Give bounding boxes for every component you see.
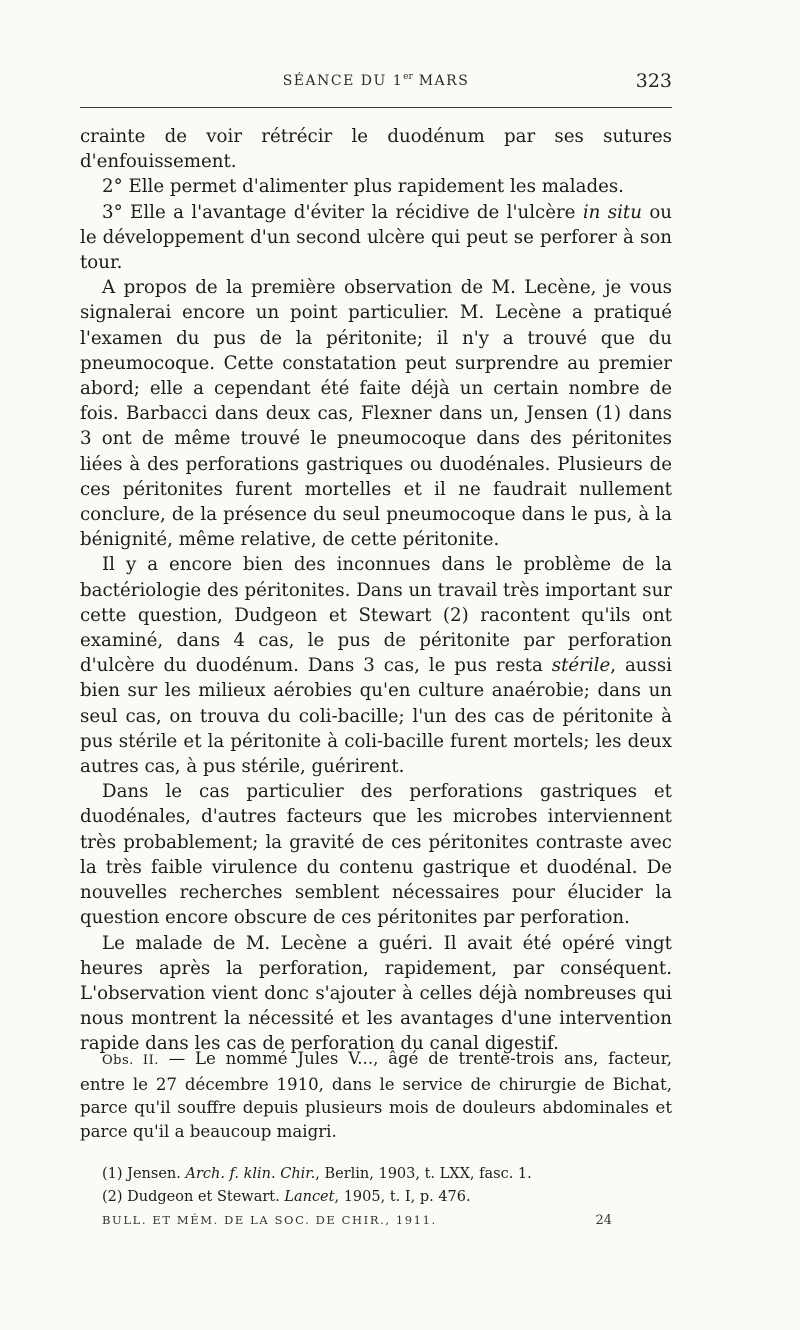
signature-line — [80, 1213, 672, 1233]
footnote-2-text-a: (2) Dudgeon et Stewart. — [102, 1189, 285, 1205]
observation-text: — Le nommé Jules V..., âgé de trente-trois ans, facteur, entre le 27 décembre 1910, dans le service de chirurgie de Bichat, parce qu'il souffre depuis plusieurs mois de douleurs abdominales et parce qu'il a beaucoup maigri. — [80, 1049, 672, 1141]
footnote-1-italic: Arch. f. klin. Chir. — [185, 1166, 316, 1182]
paragraph-6: Dans le cas particulier des perforations gastriques et duodénales, d'autres facteurs que les microbes interviennent très probablement; la gravité de ces péritonites contraste avec la très faible virulence du contenu gastrique et duodénal. De nouvelles recherches semblent nécessaires pour élucider la question encore obscure de ces péritonites par perforation. — [80, 781, 672, 929]
signature-number: 24 — [595, 1213, 612, 1228]
footnotes — [80, 1163, 672, 1209]
paragraph-5-text-a: Il y a encore bien des inconnues dans le problème de la bactériologie des péritonites. Dans un travail très important sur cette question, Dudgeon et Stewart (2) racontent qu'ils ont examiné, dans 4 cas, le pus de péritonite par perforation d'ulcère du duodénum. Dans 3 cas, le pus resta — [80, 554, 672, 677]
observation-label: Obs. II. — [102, 1053, 159, 1068]
paragraph-1: crainte de voir rétrécir le duodénum par ses sutures d'enfouissement. — [80, 126, 672, 173]
paragraph-3-italic: in situ — [582, 201, 642, 223]
footnote-1-text-a: (1) Jensen. — [102, 1166, 186, 1182]
paragraph-3-text-a: 3° Elle a l'avantage d'éviter la récidive de l'ulcère — [102, 201, 583, 223]
paragraph-7: Le malade de M. Lecène a guéri. Il avait été opéré vingt heures après la perforation, rapidement, par conséquent. L'observation vient donc s'ajouter à celles déjà nombreuses qui nous montrent la nécessité et les avantages d'une intervention rapide dans les cas de perforation du canal digestif. — [80, 932, 672, 1055]
page-number: 323 — [635, 70, 672, 92]
paragraph-2: 2° Elle permet d'alimenter plus rapidement les malades. — [102, 176, 624, 198]
footnote-1-text-b: , Berlin, 1903, t. LXX, fasc. 1. — [315, 1166, 532, 1182]
running-head-title-sup: er — [403, 72, 413, 82]
paragraph-3 — [80, 200, 672, 276]
header-rule — [80, 107, 672, 108]
paragraph-4: A propos de la première observation de M. Lecène, je vous signalerai encore un point particulier. M. Lecène a pratiqué l'examen du pus de la péritonite; il n'y a trouvé que du pneumocoque. Cette constatation peut surprendre au premier abord; elle a cependant été faite déjà un certain nombre de fois. Barbacci dans deux cas, Flexner dans un, Jensen (1) dans 3 ont de même trouvé le pneumocoque dans des péritonites liées à des perforations gastriques ou duodénales. Plusieurs de ces péritonites furent mortelles et il ne faudrait nullement conclure, de la présence du seul pneumocoque dans le pus, à la bénignité, même relative, de cette péritonite. — [80, 277, 672, 551]
observation-paragraph — [80, 1047, 672, 1143]
paragraph-3-text-b: ou le développement d'un second ulcère qui peut se perforer à son tour. — [80, 201, 672, 274]
footnote-1 — [80, 1163, 672, 1186]
footnote-2-text-b: , 1905, t. I, p. 476. — [334, 1189, 471, 1205]
footnote-2 — [80, 1186, 672, 1209]
signature-text: BULL. ET MÉM. DE LA SOC. DE CHIR., 1911. — [102, 1213, 437, 1227]
footnote-2-italic: Lancet — [284, 1189, 335, 1205]
paragraph-5 — [80, 552, 672, 779]
paragraph-5-italic: stérile — [551, 655, 611, 677]
running-head-title-prefix: SÉANCE DU 1 — [282, 73, 404, 89]
running-head-title-suffix: MARS — [412, 73, 470, 89]
running-head — [80, 70, 672, 96]
running-head-title — [80, 72, 672, 89]
body-text — [80, 124, 672, 1057]
paragraph-5-text-b: , aussi bien sur les milieux aérobies qu'en culture anaérobie; dans un seul cas, on trouva du coli-bacille; l'un des cas de péritonite à pus stérile et la péritonite à coli-bacille furent mortels; les deux autres cas, à pus stérile, guérirent. — [80, 655, 672, 778]
observation-block — [80, 1047, 672, 1143]
